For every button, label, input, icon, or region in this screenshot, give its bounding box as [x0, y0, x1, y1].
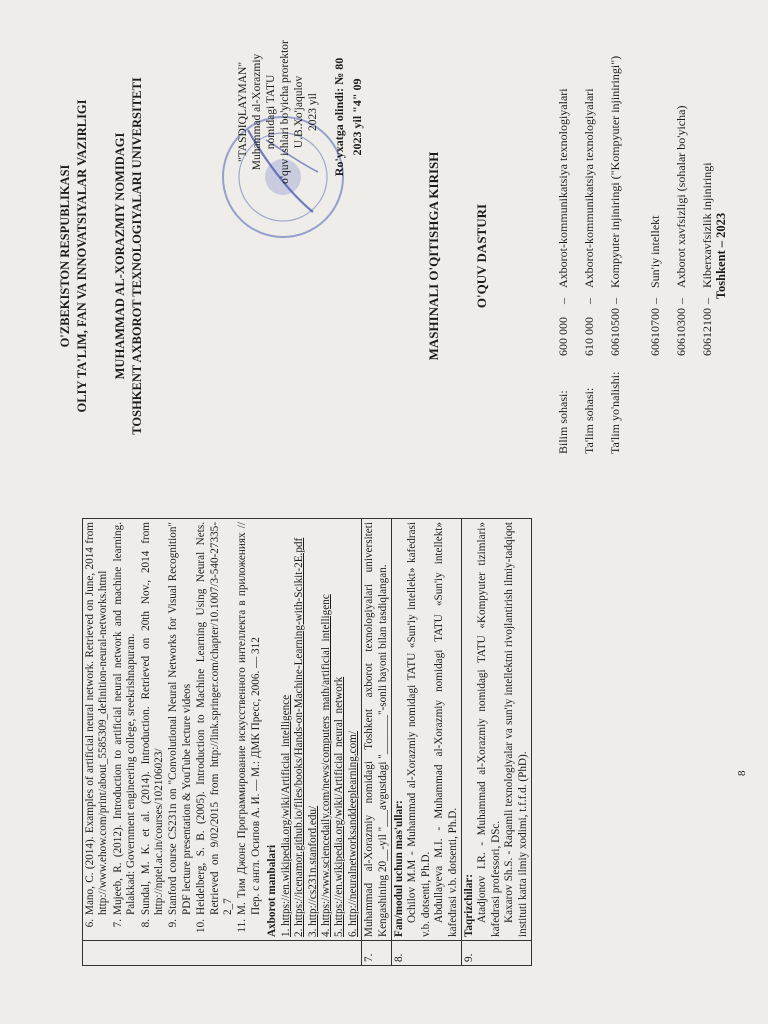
page-8 [0, 512, 768, 1024]
reference-number: 7. [111, 919, 124, 928]
responsible-person: Ochilov M.M - Muhammad al-Xorazmiy nomidagi TATU «Sun'iy intellekt» kafedrasi v.b. dotsenti, Ph.D. [406, 522, 432, 937]
reference-item [84, 522, 111, 937]
reference-number: 8. [139, 919, 152, 928]
field-code: 600 000 [556, 317, 570, 356]
references-cell [83, 519, 362, 941]
reference-item [140, 522, 167, 937]
registration-block [330, 12, 366, 222]
course-title: MASHINALI O'QITISHGA KIRISH [426, 151, 441, 361]
resource-link[interactable]: 1. https://en.wikipedia.org/wiki/Artificial_intelligence [279, 694, 292, 937]
reviewer: Atadjonov I.R. - Muhammad al-Xorazmiy nomidagi TATU «Kompyuter tizimlari» kafedrasi professori, DSc. [476, 522, 502, 937]
table-row [362, 519, 392, 966]
axborot-heading: Axborot manbalari [266, 844, 279, 937]
reference-item [195, 522, 235, 937]
field-separator: – [608, 298, 622, 304]
field-label: Ta'lim sohasi: [582, 387, 596, 454]
approval-line: nomidagi TATU [265, 74, 277, 150]
row-number: 7. [362, 941, 392, 966]
resource-link[interactable]: 5. https://en.wikipedia.org/wiki/Artificial_neural_network [333, 676, 346, 937]
field-label: Ta'lim yo'nalishi: [608, 371, 622, 454]
field-row [582, 34, 597, 454]
table-row [83, 519, 362, 966]
reference-list [84, 522, 263, 937]
resource-link[interactable]: 6. http://neuralnetworksanddeeplearning.com/ [346, 731, 359, 937]
field-value: Axborot-kommunikatsiya texnologiyalari [556, 88, 570, 288]
resource-link[interactable]: 2. https://icenamor.github.io/files/books/Hands-on-Machine-Learning-with-Scikit-2E.pdf [293, 537, 306, 937]
axborot-link-list [280, 522, 360, 937]
table-row [461, 519, 531, 966]
field-code: 60610500 [608, 308, 622, 356]
reference-number: 11. [236, 919, 249, 933]
responsible-person: Abdullayeva M.I. - Muhammad al-Xorazmiy nomidagi TATU «Sun'iy intellekt» kafedrasi v.b. dotsenti, Ph.D. [433, 522, 459, 937]
field-label [700, 356, 715, 454]
field-row [608, 34, 623, 454]
reference-text: Stanford course CS231n on "Convolutional Neural Networks for Visual Recognition" PDF lecture presentation & YouTube lecture videos [167, 522, 193, 915]
approval-note: Muhammad al-Xorazmiy nomidagi Toshkent axborot texnologiyalari universiteti Kengashining 20__-yil "___avgustdagi "_______"-sonli bayoni bilan tasdiqlangan. [362, 519, 392, 941]
footer-city-year: Toshkent – 2023 [714, 212, 728, 300]
reference-text: Sundal, M. K. et al. (2014). Introduction. Retrieved on 20th Nov., 2014 from http://nptel.ac.in/courses/102106023/ [139, 522, 166, 915]
field-separator: – [700, 298, 714, 304]
field-row [556, 34, 571, 454]
table-row [391, 519, 461, 966]
responsible-heading: Fan/modul uchun mas'ullar: [392, 800, 405, 937]
curriculum-table [82, 518, 532, 966]
field-value: Kompyuter injiniringi ("Kompyuter injiniringi") [608, 55, 622, 288]
field-code: 60610700 [648, 308, 662, 356]
field-value: Sun'iy intellekt [648, 215, 662, 288]
field-separator: – [674, 298, 688, 304]
resource-link[interactable]: 3. http://cs231n.stanford.edu/ [306, 805, 319, 937]
approval-line: Muhammad al-Xorazmiy [251, 53, 263, 171]
approval-line: o'quv ishlari bo'yicha prorektor [279, 40, 291, 184]
header-line: O'ZBEKISTON RESPUBLIKASI [58, 164, 72, 348]
reviewer: Kaxarov Sh.S. - Raqamli texnologiyalar va sun'iy intellektni rivojlantirish ilmiy-tadqiqot instituti katta ilmiy xodimi, t.f.f.d. (PhD). [503, 522, 529, 937]
reference-text: М. Тим Джонс Программирование искусственного интеллекта в приложениях // Пер. с англ. Осипов А. И. — М.: ДМК Пресс, 2006. — 312 [236, 522, 262, 915]
approval-signer: U.B.Xo'jaqulov [293, 75, 305, 149]
field-code: 610 000 [582, 317, 596, 356]
reviewers-heading: Taqrizchilar: [462, 874, 475, 937]
field-separator: – [582, 298, 596, 304]
reference-item [112, 522, 139, 937]
reference-item [167, 522, 194, 937]
header-line: MUHAMMAD AL-XORAZMIY NOMIDAGI [113, 132, 127, 380]
field-label: Bilim sohasi: [556, 390, 570, 454]
field-label [674, 356, 689, 454]
page-number: 8 [736, 770, 748, 776]
field-value: Axborot-kommunikatsiya texnologiyalari [582, 88, 596, 288]
field-label [648, 356, 663, 454]
reference-text: Heidelberg, S. B. (2005). Introduction to Machine Learning Using Neural Nets. Retrieved on 9/02/2015 from http://link.springer.com/chapter/10.1007/3-540-27335-2_7 [195, 522, 235, 915]
header-line: TOSHKENT AXBOROT TEXNOLOGIYALARI UNIVERSITETI [130, 77, 144, 435]
reference-number: 10. [195, 919, 208, 933]
field-row [700, 34, 715, 454]
registration-number: Ro'yxatga olindi: № 80 [332, 57, 346, 177]
field-code: 60610300 [674, 308, 688, 356]
resource-link[interactable]: 4. https://www.sciencedaily.com/news/computers_math/artificial_intelligenc [319, 594, 332, 937]
approval-year: 2023 yil [307, 93, 319, 132]
field-separator: – [556, 298, 570, 304]
approval-title: "TASDIQLAYMAN" [237, 61, 249, 163]
registration-date: 2023 yil "4" 09 [350, 78, 364, 156]
row-number: 9. [461, 941, 531, 966]
field-row [648, 34, 663, 454]
header-line: OLIY TA'LIM, FAN VA INNOVATSIYALAR VAZIRLIGI [75, 99, 89, 413]
reference-text: Mujeeb, R. (2012). Introduction to artificial neural network and machine learning. Palakkad: Government engineering college, sreekrishnapuram. [111, 522, 138, 915]
field-value: Axborot xavfsizligi (sohalar bo'yicha) [674, 105, 688, 288]
reference-item [236, 522, 263, 937]
program-label: O'QUV DASTURI [474, 203, 489, 309]
row-number: 8. [391, 941, 461, 966]
field-separator: – [648, 298, 662, 304]
reference-number: 9. [167, 919, 180, 928]
field-value: Kiberxavfsizlik injiniringi [700, 162, 714, 288]
approval-block [236, 12, 320, 212]
field-code: 60612100 [700, 308, 714, 356]
reference-text: Mano, C. (2014). Examples of artificial neural network. Retrieved on June, 2014 from http://www.ehow.com/print/about_5585309_definition-neural-networks.html [84, 522, 110, 915]
reference-number: 6. [84, 919, 96, 928]
field-row [674, 34, 689, 454]
